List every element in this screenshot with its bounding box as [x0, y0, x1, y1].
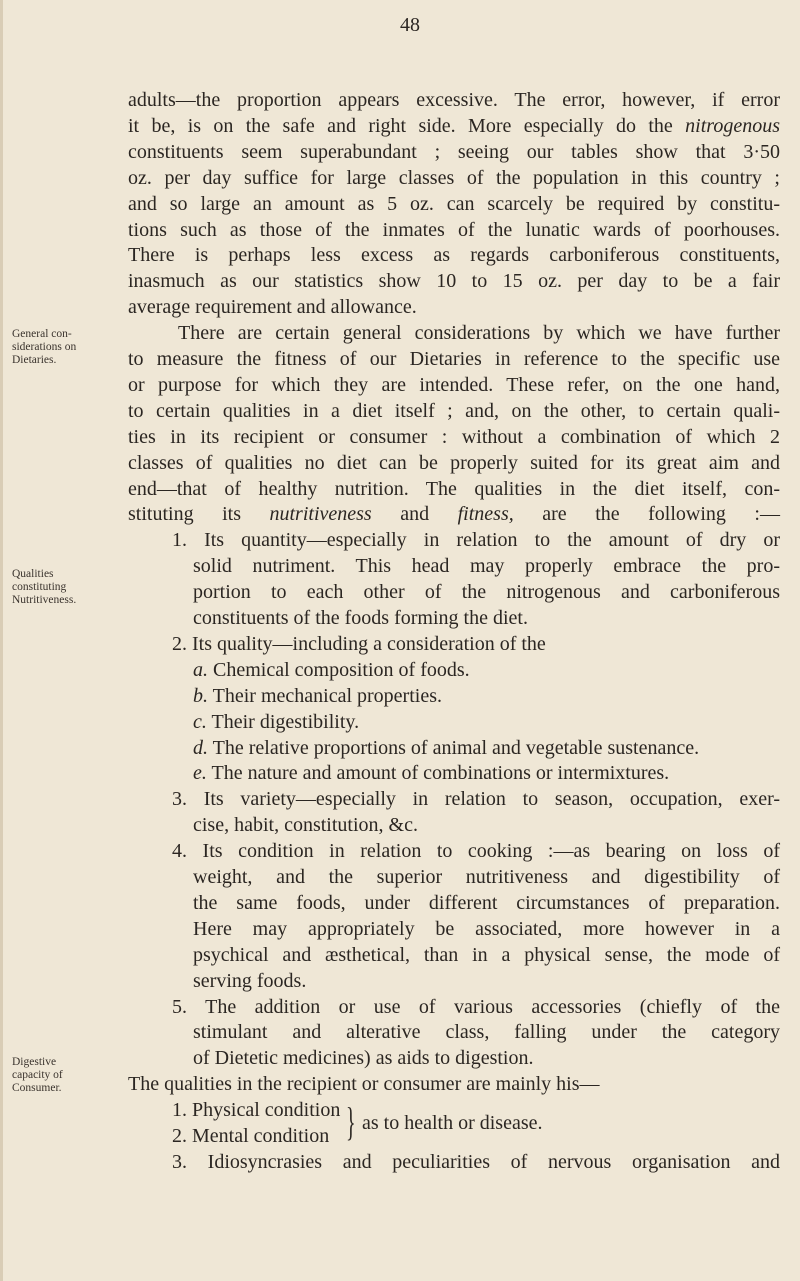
text-line [128, 425, 780, 449]
margin-note-line: Digestive [12, 1056, 57, 1068]
text-line [172, 1124, 329, 1148]
text-line [172, 632, 546, 656]
margin-note [12, 328, 76, 367]
text-segment: 3. Idiosyncrasies and peculiarities of nervous organisation and [172, 1150, 780, 1173]
text-line [128, 243, 780, 267]
text-segment: are the following :— [513, 503, 780, 526]
text-segment: or purpose for which they are intended. These refer, on the one hand, [128, 373, 780, 396]
text-line [193, 1020, 780, 1044]
text-segment: it be, is on the safe and right side. More especially do the [128, 114, 686, 137]
text-line [128, 1072, 600, 1096]
margin-note-line: Qualities [12, 568, 54, 580]
text-segment: 1. Its quantity—especially in relation to the amount of dry or [172, 529, 780, 552]
text-segment: inasmuch as our statistics show 10 to 15 oz. per day to be a fair [128, 270, 780, 293]
text-line [128, 88, 780, 112]
text-segment: serving foods. [193, 969, 307, 992]
text-line [172, 839, 780, 863]
text-line [128, 192, 780, 216]
text-segment: stituting its [128, 503, 270, 526]
text-segment: adults—the proportion appears excessive. The error, however, if error [128, 89, 780, 111]
italic-text: d. [193, 736, 208, 759]
text-segment: solid nutriment. This head may properly embrace the pro- [193, 555, 780, 578]
text-segment: tions such as those of the inmates of the lunatic wards of poorhouses. [128, 218, 780, 241]
italic-text: fitness, [457, 503, 514, 526]
text-line [193, 917, 780, 941]
text-line [128, 451, 780, 475]
text-line [193, 684, 442, 708]
italic-text: nutritiveness [269, 503, 372, 526]
text-segment: The nature and amount of combinations or intermixtures. [206, 762, 670, 785]
text-line [128, 373, 780, 397]
text-segment: The qualities in the recipient or consumer are mainly his— [128, 1073, 600, 1096]
italic-text: nitrogenous [685, 114, 780, 137]
text-segment: Their digestibility. [206, 710, 360, 733]
right-brace: } [346, 1099, 356, 1145]
text-line [128, 502, 780, 526]
text-line [128, 399, 780, 423]
text-line [128, 269, 780, 293]
text-line [193, 865, 780, 889]
text-segment: and [371, 503, 458, 526]
margin-note-line: siderations on [12, 341, 77, 353]
text-line [172, 787, 780, 811]
margin-note-line: Nutritiveness. [12, 594, 77, 606]
text-line [172, 1150, 780, 1174]
text-segment: to certain qualities in a diet itself ; and, on the other, to certain quali- [128, 399, 780, 422]
text-line [178, 321, 780, 345]
text-line [128, 218, 780, 242]
text-segment: 1. Physical condition [172, 1099, 341, 1122]
text-segment: portion to each other of the nitrogenous and carboniferous [193, 581, 780, 604]
text-line [128, 140, 780, 164]
text-segment: cise, habit, constitution, &c. [193, 814, 418, 837]
text-segment: and so large an amount as 5 oz. can scarcely be required by constitu- [128, 192, 780, 215]
text-line [193, 658, 470, 682]
text-segment: There is perhaps less excess as regards carboniferous constituents, [128, 244, 780, 267]
text-line [193, 891, 780, 915]
text-segment: classes of qualities no diet can be properly suited for its great aim and [128, 451, 780, 474]
text-line [193, 761, 669, 785]
italic-text: c. [193, 710, 207, 733]
text-line [193, 736, 699, 760]
text-segment: 4. Its condition in relation to cooking :—as bearing on loss of [172, 840, 780, 863]
text-line [193, 606, 528, 630]
italic-text: b. [193, 684, 208, 707]
text-line [193, 1046, 533, 1070]
text-segment: of Dietetic medicines) as aids to digestion. [193, 1047, 534, 1070]
text-segment: oz. per day suffice for large classes of the population in this country ; [128, 166, 780, 189]
text-segment: Here may appropriately be associated, more however in a [193, 917, 780, 940]
text-line [193, 554, 780, 578]
text-segment: Their mechanical properties. [208, 684, 442, 707]
italic-text: a. [193, 658, 208, 681]
text-line [128, 347, 780, 371]
text-segment: ties in its recipient or consumer : without a combination of which 2 [128, 425, 780, 448]
text-segment: 3. Its variety—especially in relation to season, occupation, exer- [172, 788, 780, 811]
text-segment: end—that of healthy nutrition. The qualities in the diet itself, con- [128, 477, 780, 500]
text-segment: weight, and the superior nutritiveness and digestibility of [193, 866, 780, 888]
text-line [193, 710, 359, 734]
text-line [193, 813, 418, 837]
text-line [172, 1098, 340, 1122]
text-line [193, 580, 780, 604]
text-segment: 2. Its quality—including a consideration of the [172, 632, 546, 655]
page-number: 48 [400, 14, 420, 36]
brace-annotation: as to health or disease. [362, 1112, 543, 1135]
text-segment: The relative proportions of animal and vegetable sustenance. [208, 736, 700, 759]
margin-note-line: constituting [12, 581, 67, 593]
text-line [128, 295, 417, 319]
text-segment: to measure the fitness of our Dietaries in reference to the specific use [128, 348, 780, 370]
text-segment: There are certain general considerations by which we have further [178, 322, 780, 345]
text-segment: constituents seem superabundant ; seeing our tables show that 3·50 [128, 140, 780, 163]
text-line [193, 943, 780, 967]
text-segment: 2. Mental condition [172, 1125, 330, 1147]
text-line [193, 969, 306, 993]
margin-note-line: Consumer. [12, 1082, 62, 1094]
text-line [128, 477, 780, 501]
text-segment: 5. The addition or use of various accessories (chiefly of the [172, 995, 780, 1018]
text-line [128, 114, 780, 138]
margin-note [12, 568, 76, 607]
text-segment: psychical and æsthetical, than in a physical sense, the mode of [193, 943, 780, 966]
margin-note-line: Dietaries. [12, 354, 57, 366]
margin-note [12, 1056, 63, 1095]
text-segment: stimulant and alterative class, falling under the category [193, 1021, 780, 1044]
page-edge [0, 0, 3, 1281]
margin-note-line: capacity of [12, 1069, 63, 1081]
text-segment: average requirement and allowance. [128, 296, 417, 319]
text-line [128, 166, 780, 190]
italic-text: e. [193, 762, 207, 785]
text-line [172, 995, 780, 1019]
text-segment: the same foods, under different circumstances of preparation. [193, 891, 780, 914]
text-segment: constituents of the foods forming the diet. [193, 607, 528, 629]
text-segment: Chemical composition of foods. [208, 658, 470, 681]
text-line [172, 528, 780, 552]
margin-note-line: General con- [12, 328, 72, 340]
